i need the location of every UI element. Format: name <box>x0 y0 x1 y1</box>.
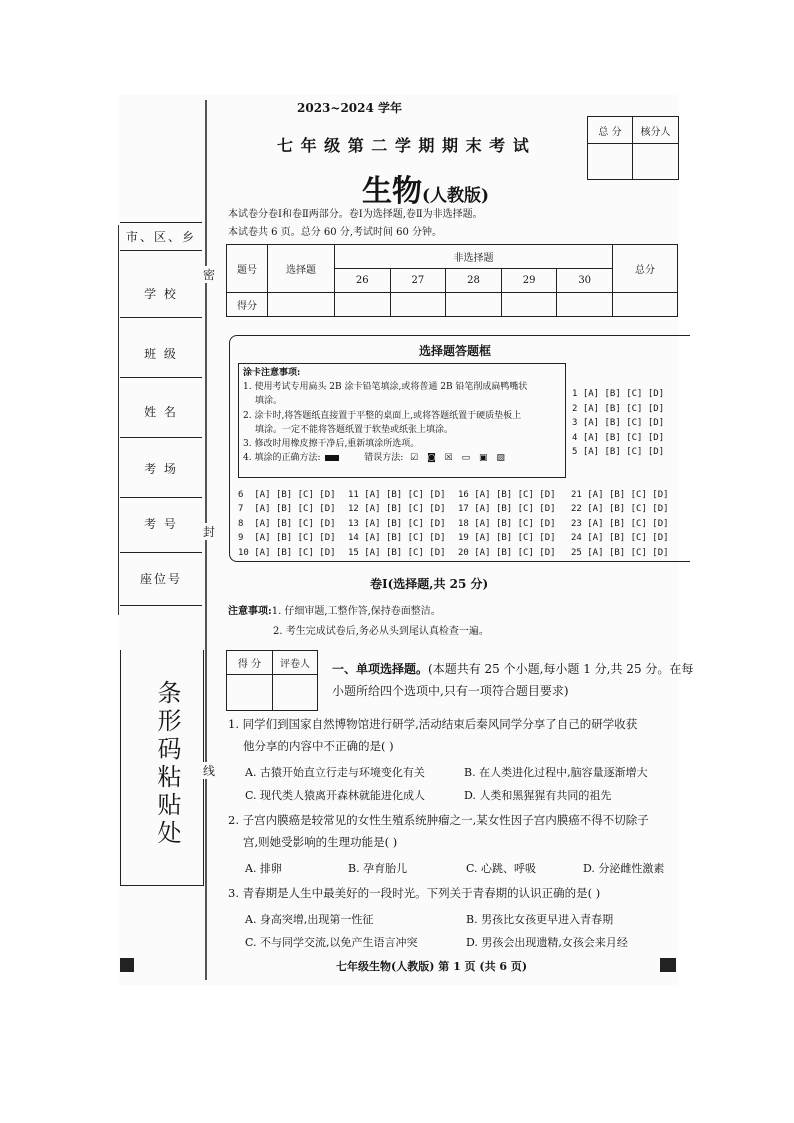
answer-row[interactable]: 10 [A] [B] [C] [D] <box>238 547 336 558</box>
subject-edition: (人教版) <box>422 186 490 206</box>
answer-column-16-20 <box>458 488 556 560</box>
question-1-option-d[interactable]: D. 人类和黑猩猩有共同的祖先 <box>464 789 612 802</box>
answer-row[interactable]: 2 [A] [B] [C] [D] <box>572 403 665 414</box>
answer-row[interactable]: 19 [A] [B] [C] [D] <box>458 533 556 544</box>
barcode-area <box>120 650 204 886</box>
score-cell[interactable] <box>268 293 335 317</box>
subject-title <box>362 166 489 210</box>
answer-row[interactable]: 25 [A] [B] [C] [D] <box>571 547 669 558</box>
field-name: 姓 名 <box>144 405 178 419</box>
question-2-option-c[interactable]: C. 心跳、呼吸 <box>466 862 537 875</box>
question-2-option-a[interactable]: A. 排卵 <box>245 862 282 875</box>
part-1-desc-line-2: 小题所给四个选项中,只有一项符合题目要求) <box>332 684 569 698</box>
answer-row[interactable]: 23 [A] [B] [C] [D] <box>571 518 669 529</box>
panel-divider <box>120 605 202 606</box>
panel-fold-line <box>205 100 207 980</box>
field-class: 班 级 <box>144 347 178 361</box>
answer-row[interactable]: 15 [A] [B] [C] [D] <box>348 547 446 558</box>
correct-fill-icon <box>325 455 339 461</box>
question-2-stem: 2. 子宫内膜癌是较常见的女性生殖系统肿瘤之一,某女性因子宫内膜癌不得不切除子 <box>228 813 649 827</box>
answer-row[interactable]: 21 [A] [B] [C] [D] <box>571 490 669 500</box>
total-score-box <box>587 116 679 180</box>
score-cell[interactable] <box>501 293 557 317</box>
part-1-heading: 一、单项选择题。 <box>332 662 429 676</box>
note-line: 填涂。 <box>255 396 283 407</box>
corner-mark-left <box>120 958 134 972</box>
notes-box <box>238 363 566 478</box>
seal-char-xian: 线 <box>203 764 216 778</box>
part-1-desc: (本题共有 25 个小题,每小题 1 分,共 25 分。在每 <box>428 662 694 676</box>
exam-title: 七 年 级 第 二 学 期 期 末 考 试 <box>277 136 530 155</box>
score-cell[interactable] <box>390 293 446 317</box>
answer-row[interactable]: 4 [A] [B] [C] [D] <box>572 432 665 443</box>
question-3-option-c[interactable]: C. 不与同学交流,以免产生语言冲突 <box>245 936 418 949</box>
page-footer: 七年级生物(人教版) 第 1 页 (共 6 页) <box>336 960 528 973</box>
seal-char-feng: 封 <box>203 525 216 539</box>
question-1-option-c[interactable]: C. 现代类人猿离开森林就能进化成人 <box>245 789 426 802</box>
answer-row[interactable]: 5 [A] [B] [C] [D] <box>572 447 665 458</box>
question-3-option-a[interactable]: A. 身高突增,出现第一性征 <box>245 913 374 926</box>
answer-row[interactable]: 12 [A] [B] [C] [D] <box>348 504 446 515</box>
seal-char-mi: 密 <box>203 268 216 282</box>
panel-divider <box>120 437 202 438</box>
grader-score-label: 得 分 <box>227 651 273 675</box>
checker-cell[interactable] <box>633 144 679 180</box>
attention-line-2: 2. 考生完成试卷后,务必从头到尾认真检查一遍。 <box>273 626 489 637</box>
answer-row[interactable]: 11 [A] [B] [C] [D] <box>348 490 446 500</box>
answer-row[interactable]: 14 [A] [B] [C] [D] <box>348 533 446 544</box>
field-seat-number: 座位号 <box>139 572 182 586</box>
corner-mark-right <box>660 958 676 972</box>
question-number: 27 <box>390 269 446 293</box>
intro-line-1: 本试卷分卷Ⅰ和卷Ⅱ两部分。卷Ⅰ为选择题,卷Ⅱ为非选择题。 <box>228 209 483 220</box>
checker-label: 核分人 <box>633 117 679 144</box>
answer-box-title: 选择题答题框 <box>418 344 491 358</box>
question-number: 29 <box>501 269 557 293</box>
score-cell[interactable] <box>446 293 502 317</box>
question-2-stem-cont: 宫,则她受影响的生理功能是( ) <box>243 835 398 849</box>
score-cell[interactable] <box>557 293 613 317</box>
question-1-option-b[interactable]: B. 在人类进化过程中,脑容量逐渐增大 <box>464 766 648 779</box>
field-exam-room: 考 场 <box>144 462 178 476</box>
note-line: 填涂。一定不能将答题纸置于软垫或纸张上填涂。 <box>255 424 454 435</box>
answer-column-1-5 <box>572 387 664 460</box>
score-table <box>226 244 678 317</box>
answer-row[interactable]: 6 [A] [B] [C] [D] <box>238 490 336 500</box>
answer-row[interactable]: 16 [A] [B] [C] [D] <box>458 490 556 500</box>
section-1-title: 卷Ⅰ(选择题,共 25 分) <box>370 577 489 591</box>
score-row-label: 得分 <box>227 293 268 317</box>
wrong-method-label: 错误方法: <box>364 453 404 464</box>
answer-row[interactable]: 24 [A] [B] [C] [D] <box>571 533 669 544</box>
part-1-heading-line <box>332 660 693 677</box>
panel-divider <box>120 250 202 251</box>
panel-divider <box>120 377 202 378</box>
question-number: 28 <box>446 269 502 293</box>
questions-area <box>228 712 676 952</box>
table-total-label: 总分 <box>613 245 678 293</box>
answer-column-11-15 <box>348 488 446 560</box>
choice-label: 选择题 <box>268 245 335 293</box>
grader-name-cell[interactable] <box>273 675 318 711</box>
answer-row[interactable]: 9 [A] [B] [C] [D] <box>238 533 336 544</box>
panel-outer-edge <box>118 225 119 615</box>
answer-row[interactable]: 20 [A] [B] [C] [D] <box>458 547 556 558</box>
question-number: 26 <box>335 269 391 293</box>
answer-row[interactable]: 3 [A] [B] [C] [D] <box>572 418 665 429</box>
answer-row[interactable]: 22 [A] [B] [C] [D] <box>571 504 669 515</box>
panel-divider <box>120 497 202 498</box>
answer-row[interactable]: 1 [A] [B] [C] [D] <box>572 389 665 399</box>
correct-method-label: 4. 填涂的正确方法: <box>243 453 321 464</box>
answer-row[interactable]: 8 [A] [B] [C] [D] <box>238 518 336 529</box>
answer-row[interactable]: 13 [A] [B] [C] [D] <box>348 518 446 529</box>
field-exam-number: 考 号 <box>144 517 178 531</box>
panel-divider <box>120 222 202 223</box>
answer-column-6-10 <box>238 488 336 560</box>
question-1-option-a[interactable]: A. 古猿开始直立行走与环境变化有关 <box>245 766 425 779</box>
wrong-fill-examples-icon: ☑ ◙ ☒ ▭ ▣ ▨ <box>410 453 508 464</box>
grader-name-label: 评卷人 <box>273 651 318 675</box>
fill-method-line <box>243 451 561 465</box>
score-cell[interactable] <box>335 293 391 317</box>
attention-title: 注意事项: <box>228 606 272 617</box>
answer-column-21-25 <box>571 488 669 560</box>
note-line: 1. 使用考试专用扁头 2B 涂卡铅笔填涂,或将普通 2B 铅笔削成扁鸭嘴状 <box>243 382 528 393</box>
grader-score-cell[interactable] <box>227 675 273 711</box>
field-district: 市、区、乡 <box>125 230 196 244</box>
answer-row[interactable]: 18 [A] [B] [C] [D] <box>458 518 556 529</box>
school-year: 2023~2024 学年 <box>297 101 403 115</box>
total-score-cell[interactable] <box>588 144 633 180</box>
score-cell[interactable] <box>613 293 678 317</box>
question-2-option-b[interactable]: B. 孕育胎儿 <box>348 862 408 875</box>
grader-box <box>226 650 318 711</box>
note-line: 2. 涂卡时,将答题纸直接置于平整的桌面上,或将答题纸置于硬质垫板上 <box>243 410 522 421</box>
question-1-stem-cont: 他分享的内容中不正确的是( ) <box>243 739 394 753</box>
total-score-label: 总 分 <box>588 117 633 144</box>
nonchoice-label: 非选择题 <box>335 245 613 269</box>
question-3-option-b[interactable]: B. 男孩比女孩更早进入青春期 <box>466 913 614 926</box>
note-line: 3. 修改时用橡皮擦干净后,重新填涂所选项。 <box>243 439 420 450</box>
question-3-option-d[interactable]: D. 男孩会出现遗精,女孩会来月经 <box>466 936 628 949</box>
notes-title: 涂卡注意事项: <box>243 368 301 378</box>
subject-name: 生物 <box>362 174 422 209</box>
attention-line-1: 注意事项:1. 仔细审题,工整作答,保持卷面整洁。 <box>228 606 441 617</box>
panel-divider <box>120 552 202 553</box>
barcode-label: 条形码粘贴处 <box>153 680 181 848</box>
answer-row[interactable]: 7 [A] [B] [C] [D] <box>238 504 336 515</box>
question-3-stem: 3. 青春期是人生中最美好的一段时光。下列关于青春期的认识正确的是( ) <box>228 886 601 900</box>
question-1-stem: 1. 同学们到国家自然博物馆进行研学,活动结束后秦风同学分享了自己的研学收获 <box>228 717 638 731</box>
panel-divider <box>120 317 202 318</box>
question-number: 30 <box>557 269 613 293</box>
question-number-label: 题号 <box>227 245 268 293</box>
question-2-option-d[interactable]: D. 分泌雌性激素 <box>583 862 665 875</box>
answer-grid <box>238 488 678 560</box>
answer-row[interactable]: 17 [A] [B] [C] [D] <box>458 504 556 515</box>
field-school: 学 校 <box>144 287 178 301</box>
intro-line-2: 本试卷共 6 页。总分 60 分,考试时间 60 分钟。 <box>228 227 443 238</box>
